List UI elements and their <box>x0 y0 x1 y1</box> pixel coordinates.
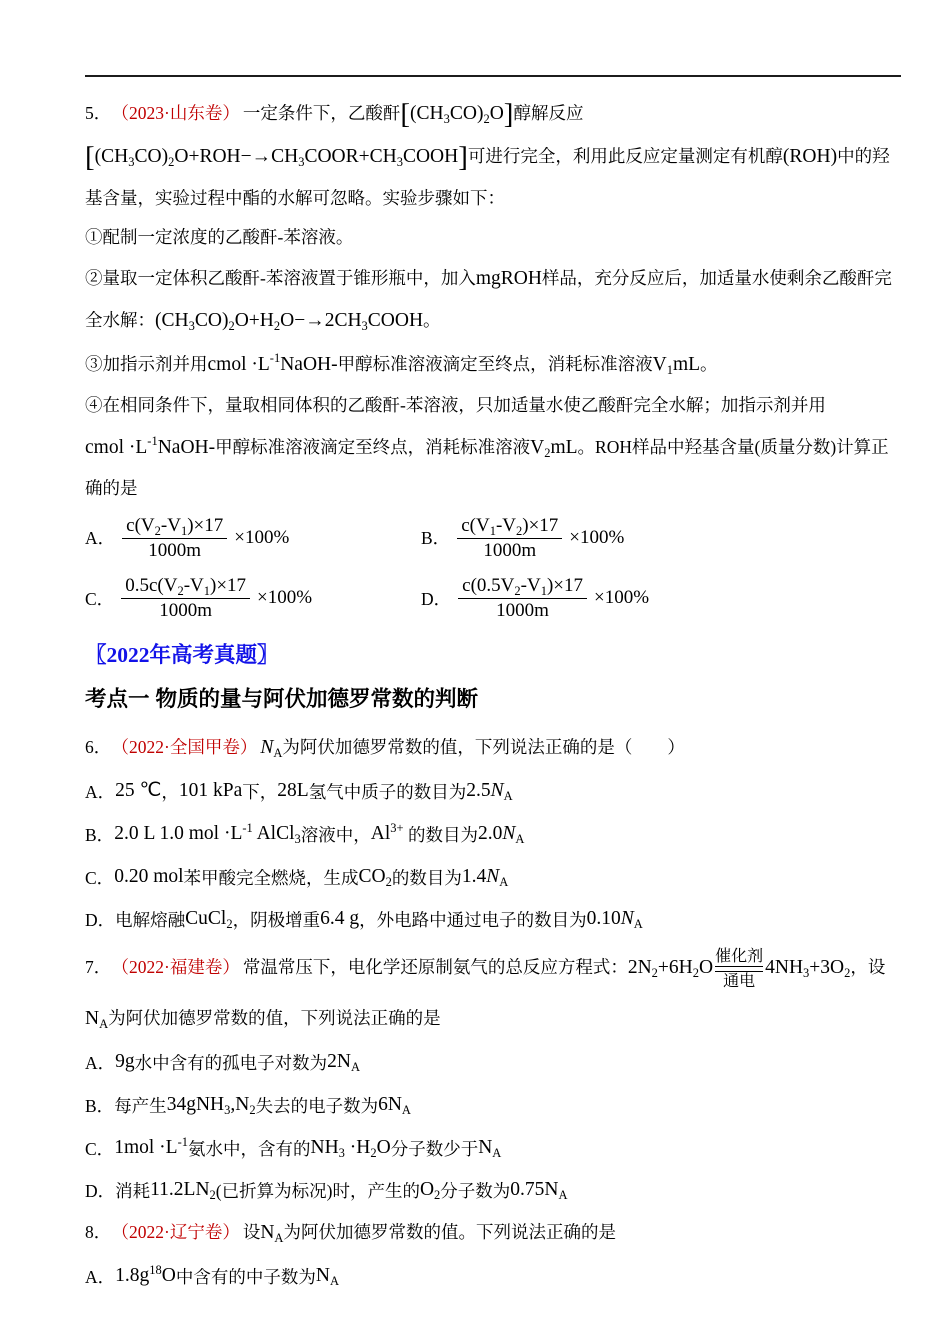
q7-source-tag: （2022·福建卷） <box>120 957 240 978</box>
fraction-numerator: $c(V_1-V_2)\times 17$ <box>461 514 559 538</box>
q5-stem-text: 可进行完全，利用此反应定量测定有机醇 <box>467 146 783 166</box>
section-title-2022: 〖2022年高考真题〗 <box>85 642 279 667</box>
electrify-label: 通电 <box>723 973 756 991</box>
formula-naoh-titrant: cmol $\cdot L^{-1}NaOH-$ <box>207 350 338 375</box>
q8-number: 8． <box>85 1222 112 1243</box>
q5-hydrolysis-line <box>85 306 903 336</box>
q6-source-tag: （2022·全国甲卷） <box>120 737 258 758</box>
formula-eq-right: $4NH_3+3O_2$ <box>765 957 851 981</box>
document-content <box>85 99 903 1304</box>
percent-suffix: ×100% <box>593 587 650 609</box>
q6-option-a: A．25 ℃，101 kPa下，28L氢气中质子的数目为2.5NA <box>85 780 513 804</box>
formula-volume-v2: $V_2mL$ <box>530 436 578 460</box>
q5-option-c <box>85 575 421 623</box>
formula-acetic-anhydride: $[(CH_3CO)_2O]$ <box>400 98 514 130</box>
q5-option-b <box>421 515 903 563</box>
q5-step2-pre: ②量取一定体积乙酸酐-苯溶液置于锥形瓶中，加入 <box>85 267 476 288</box>
q5-step3 <box>85 349 903 380</box>
formula-avogadro-na: $N_A$ <box>260 737 283 761</box>
q7-stem-line2 <box>85 1004 903 1034</box>
formula-alcoholysis-reaction: $[(CH_3CO)_2O+ROH-\to CH_3COOR+CH_3COOH]$ <box>85 141 468 173</box>
q5-step3-mid: 甲醇标准溶液滴定至终点，消耗标准溶液 <box>337 353 653 374</box>
q5-hydro-end: 。 <box>423 309 441 330</box>
fraction-numerator: $c(V_2-V_1)\times 17$ <box>126 514 224 538</box>
option-label: B． <box>421 528 451 549</box>
fraction-numerator: $c(0.5V_2-V_1)\times 17$ <box>462 574 583 598</box>
q5-option-a <box>85 515 421 563</box>
fraction <box>122 515 227 563</box>
option-label: A． <box>85 528 116 549</box>
formula-avogadro-na: $N_A$ <box>260 1222 284 1246</box>
q7-option-b: B．每产生34gNH3,N2失去的电子数为6NA <box>85 1093 411 1117</box>
q7-stem-text2: ，设 <box>850 957 886 978</box>
formula-naoh-titrant-2: cmol $\cdot L^{-1}NaOH-$ <box>85 433 216 458</box>
option-label: D． <box>421 588 452 609</box>
q6-stem <box>85 733 903 763</box>
fraction <box>458 575 587 623</box>
q5-step2 <box>85 264 903 293</box>
formula-sample-mass: mgROH <box>475 267 542 289</box>
q5-step4-mid: 甲醇标准溶液滴定至终点，消耗标准溶液 <box>215 436 531 457</box>
q7-number: 7． <box>85 957 112 978</box>
q8-stem-pre: 设 <box>242 1222 261 1243</box>
q7-stem-line2-text: 为阿伏加德罗常数的值，下列说法正确的是 <box>108 1008 441 1029</box>
q5-stem-lead2: 醇解反应 <box>513 103 584 123</box>
q7-stem-text: 常温常压下，电化学还原制氨气的总反应方程式： <box>242 957 628 978</box>
q5-step3-end: 。 <box>700 353 718 374</box>
q7-option-c: C．$1mol \cdot L^{-1}$氨水中，含有的NH3 ·H2O分子数少于NA <box>85 1134 502 1160</box>
q5-hydro-pre: 全水解： <box>85 309 155 330</box>
q5-step4-last: 确的是 <box>85 478 138 499</box>
q5-stem-line3: 基含量，实验过程中酯的水解可忽略。实验步骤如下： <box>85 188 505 208</box>
q7-option-d: D．消耗11.2LN2(已折算为标况)时，产生的O2分子数为0.75NA <box>85 1179 568 1203</box>
formula-hydrolysis: $(CH_3CO)_2O+H_2O-\to 2CH_3COOH$ <box>155 309 424 333</box>
q5-step2-post: 样品，充分反应后，加适量水使剩余乙酸酐完 <box>541 267 892 288</box>
topic-heading-1: 考点一 物质的量与阿伏加德罗常数的判断 <box>85 687 478 712</box>
q6-stem-text: 为阿伏加德罗常数的值，下列说法正确的是（ ） <box>282 737 685 758</box>
q5-step4-tail: 。ROH样品中羟基含量(质量分数)计算正 <box>577 436 889 457</box>
formula-avogadro-na: $N_A$ <box>85 1008 109 1032</box>
percent-suffix: ×100% <box>234 527 290 549</box>
fraction-denominator: 1000m <box>121 598 250 622</box>
fraction-denominator: 1000m <box>458 598 587 622</box>
q8-stem <box>85 1218 903 1248</box>
fraction <box>457 515 562 563</box>
q5-stem-line1 <box>85 99 903 129</box>
q8-option-a: A．$1.8g^{18}O$中含有的中子数为NA <box>85 1262 339 1288</box>
catalyst-label: 催化剂 <box>715 948 764 966</box>
q5-options <box>85 515 903 623</box>
q5-stem-tail: 中的羟 <box>837 146 890 166</box>
q6-option-d: D．电解熔融CuCl2，阴极增重6.4 g，外电路中通过电子的数目为0.10NA <box>85 908 643 932</box>
q8-stem-post: 为阿伏加德罗常数的值。下列说法正确的是 <box>283 1222 616 1243</box>
q5-step1: ①配制一定浓度的乙酸酐-苯溶液。 <box>85 227 354 248</box>
q5-stem-line2 <box>85 142 903 172</box>
q5-step4-line2 <box>85 432 903 463</box>
q5-step4-line1: ④在相同条件下，量取相同体积的乙酸酐-苯溶液，只加适量水使乙酸酐完全水解；加指示剂并用 <box>85 395 826 416</box>
q5-step3-pre: ③加指示剂并用 <box>85 353 208 374</box>
formula-volume-v1: $V_1mL$ <box>652 353 701 377</box>
formula-roh: (ROH) <box>782 146 838 167</box>
q7-stem <box>85 947 903 991</box>
reaction-conditions <box>715 947 763 991</box>
percent-suffix: ×100% <box>569 527 625 549</box>
fraction-denominator: 1000m <box>457 538 562 562</box>
q8-source-tag: （2022·辽宁卷） <box>120 1222 240 1243</box>
q6-option-b: B．2.0 L 1.0 mol $\cdot L^{-1}$ AlCl3溶液中，$Al^{3+}$ 的数目为2.0NA <box>85 820 525 846</box>
fraction <box>121 575 250 623</box>
q6-number: 6． <box>85 737 112 758</box>
fraction-denominator: 1000m <box>122 538 227 562</box>
q5-source-tag: （2023·山东卷） <box>120 103 240 123</box>
q5-option-d <box>421 575 903 623</box>
q5-stem-lead: 一定条件下，乙酸酐 <box>242 103 401 123</box>
header-rule <box>85 75 901 77</box>
formula-eq-left: $2N_2+6H_2O$ <box>627 957 714 981</box>
fraction-numerator: $0.5c(V_2-V_1)\times 17$ <box>125 574 247 598</box>
q7-option-a: A．9g水中含有的孤电子对数为2NA <box>85 1051 361 1075</box>
option-label: C． <box>85 588 115 609</box>
q6-option-c: C．0.20 mol苯甲酸完全燃烧，生成CO2的数目为1.4NA <box>85 865 509 889</box>
percent-suffix: ×100% <box>257 587 313 609</box>
q5-number: 5． <box>85 103 112 123</box>
